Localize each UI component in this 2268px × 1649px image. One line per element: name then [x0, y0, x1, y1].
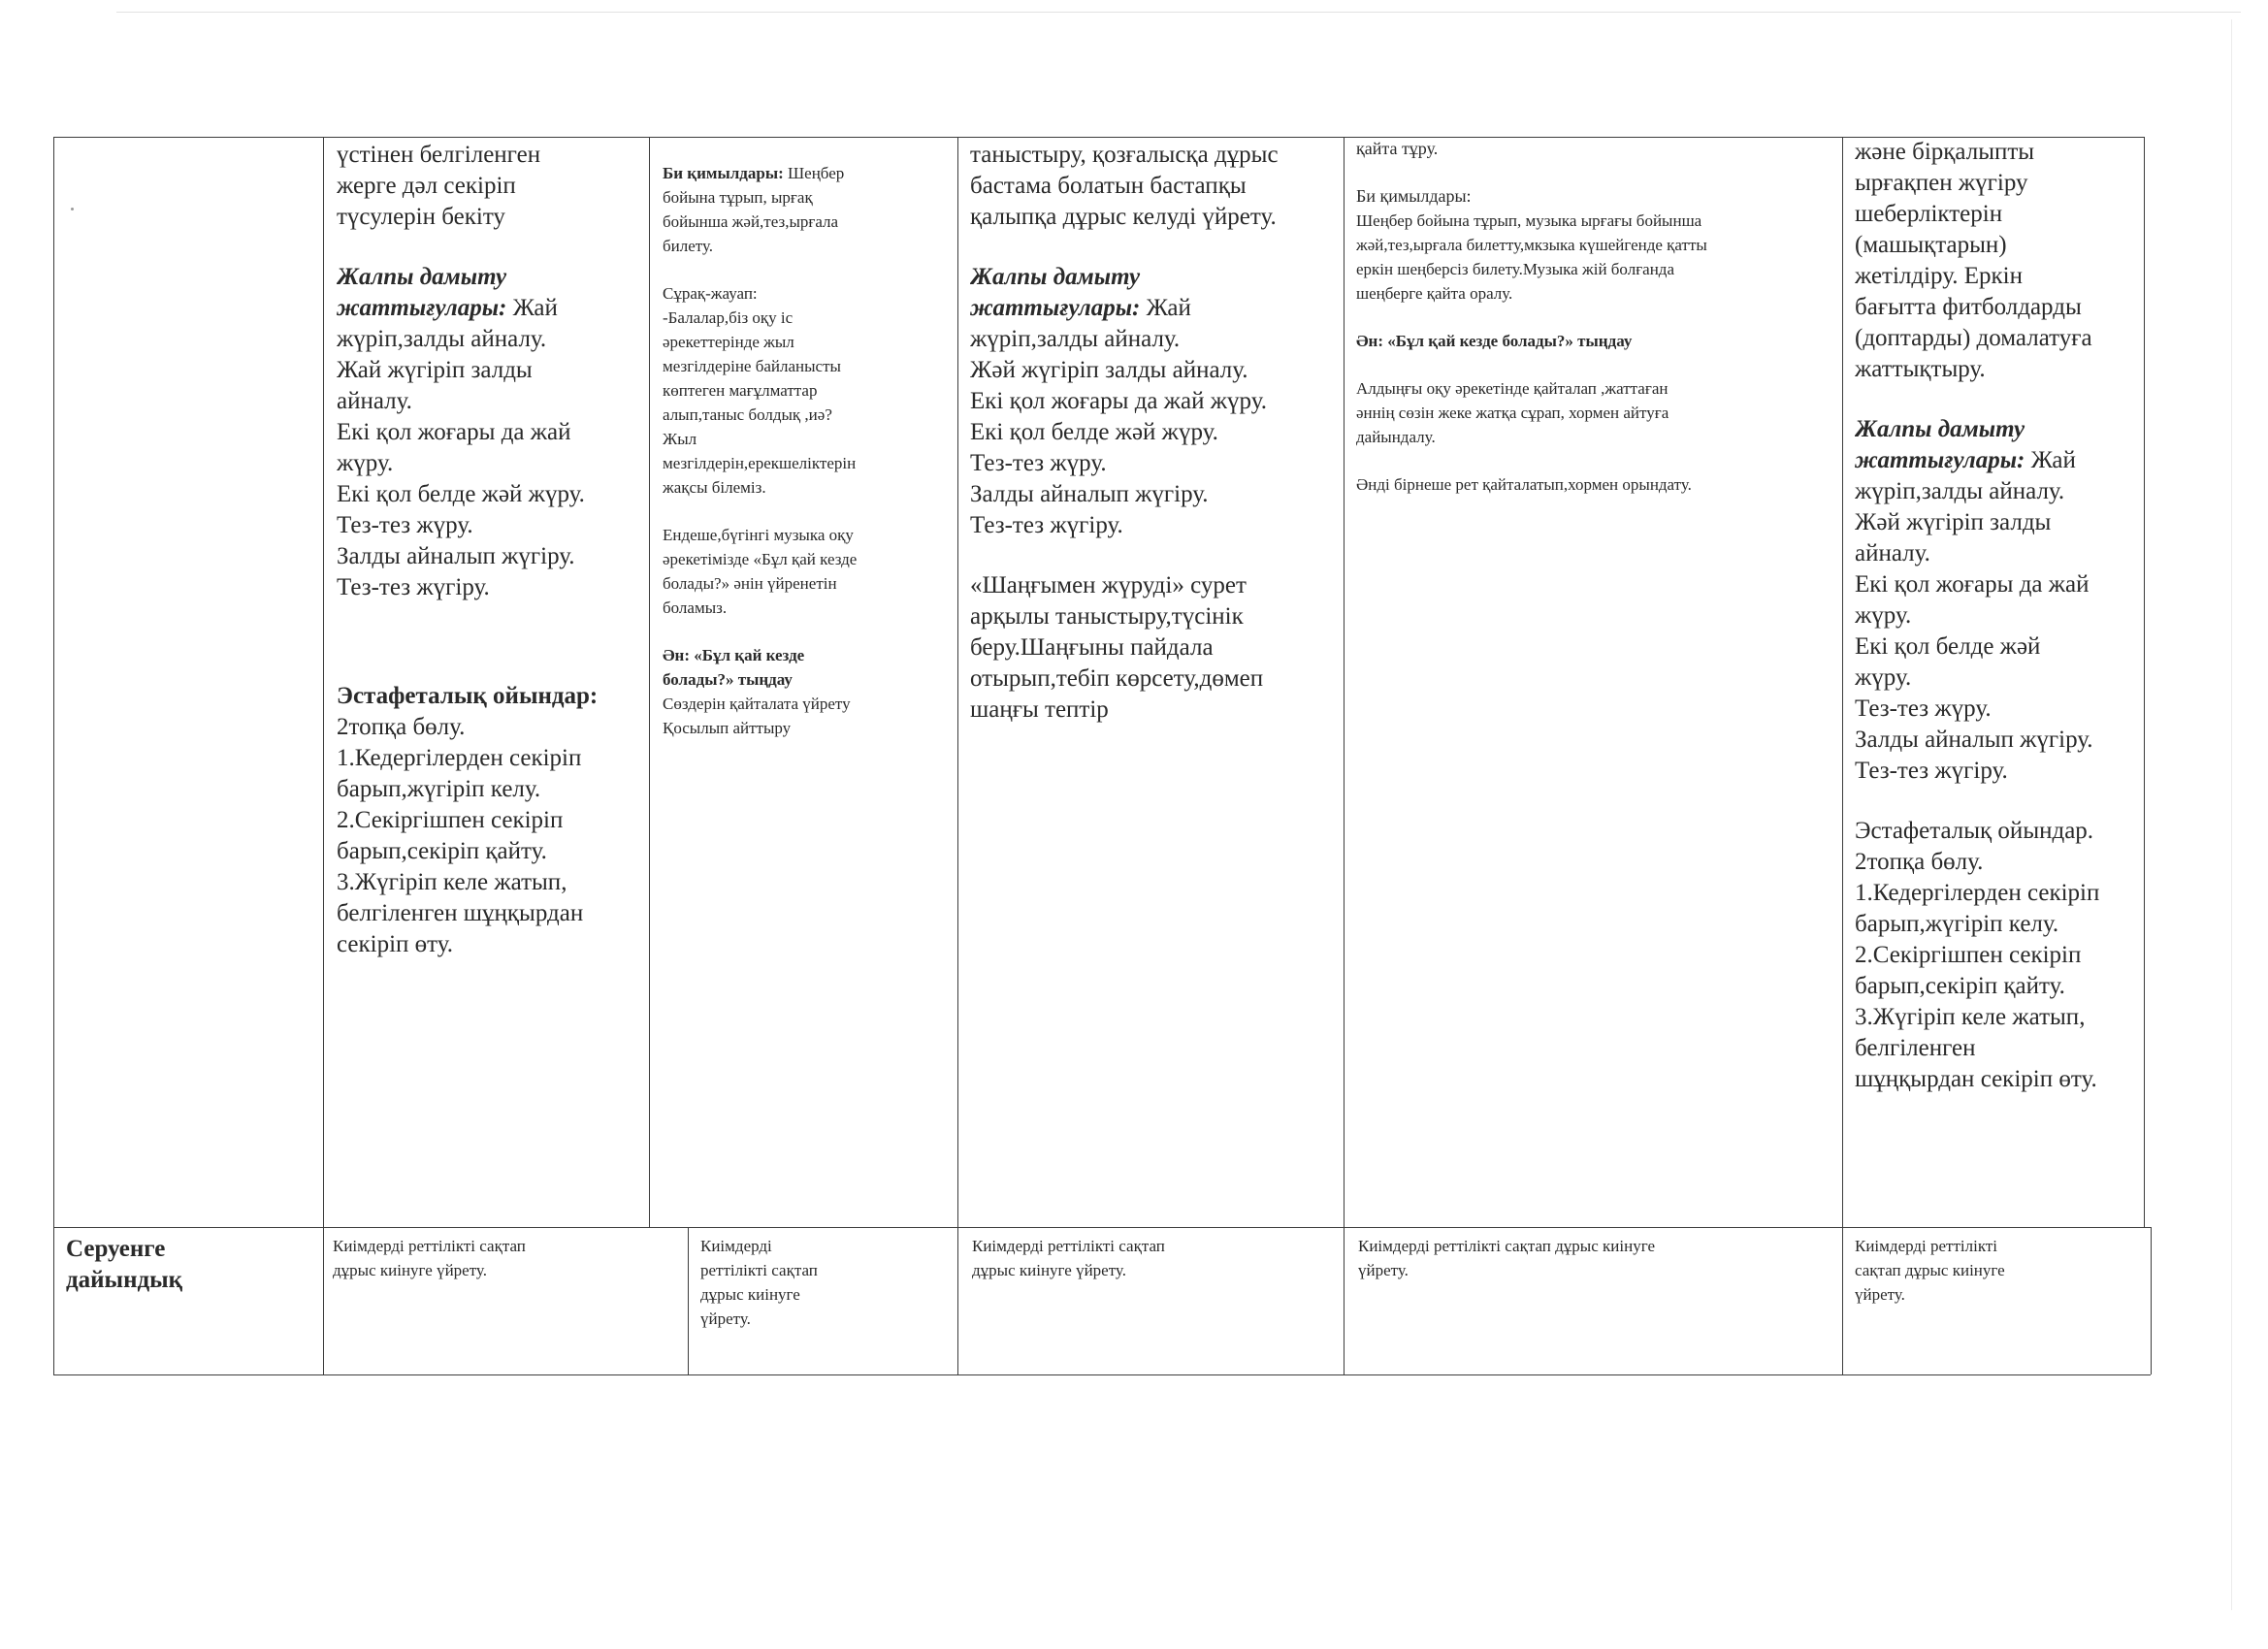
dance-title: Би қимылдары:	[1356, 186, 1472, 206]
table-border-bottom	[53, 1374, 2151, 1375]
today-text: Ендеше,бүгінгі музыка оқу әрекетімізде «Бұл қай кезде болады?» әнін үйренетін боламыз.	[663, 526, 858, 617]
cell-intro-text: және бірқалыпты ырғақпен жүгіру шеберліктерін (машықтарын) жетілдіру. Еркін бағытта фитболдарды (доптарды) домалатуға жаттықтыру.	[1855, 139, 2092, 382]
table-border-right	[2151, 1227, 2152, 1374]
cell-day-5-activity	[1855, 137, 2142, 1223]
exercises-title: Жалпы дамыту жаттығулары:	[1855, 416, 2025, 473]
relay-list: 2топқа бөлу. 1.Кедергілерден секіріп барып,жүгіріп келу. 2.Секіргішпен секіріп барып,секіріп қайту. 3.Жүгіріп келе жатып, белгіленген шұңқырдан секіріп өту.	[337, 714, 584, 957]
scan-speck	[71, 208, 74, 210]
column-divider	[1842, 137, 1843, 1374]
cell-intro-text: үстінен белгіленген жерге дәл секіріп түсулерін бекіту	[337, 142, 541, 230]
ski-text: «Шаңғымен жүруді» сурет арқылы таныстыру,түсінік беру.Шаңғыны пайдала отырып,тебіп көрсету,дөмеп шаңғы тептір	[970, 572, 1264, 723]
qa-text: Сұрақ-жауап: -Балалар,біз оқу іс әрекеттерінде жыл мезгілдеріне байланысты көптеген мағұлматтар алып,таныс болдық ,иә? Жыл мезгілдерін,ерекшеліктерін жақсы білеміз.	[663, 284, 857, 497]
scan-edge-right	[2231, 19, 2232, 1610]
cell-day-2-activity	[663, 161, 954, 1224]
exercises-list: жүріп,залды айналу. Жәй жүгіріп залды айналу. Екі қол жоғары да жай жүру. Екі қол белде жәй жүру. Тез-тез жүру. Залды айналып жүгіру. Тез-тез жүгіру.	[970, 326, 1267, 538]
repeat-text: Әнді бірнеше рет қайталатып,хормен орындату.	[1356, 475, 1692, 494]
cell-walk-prep-day-4: Киімдерді реттілікті сақтап дұрыс киінуге үйрету.	[1358, 1237, 1655, 1279]
column-divider	[649, 137, 650, 1227]
cell-day-1-activity	[337, 140, 645, 1224]
cell-walk-prep-day-5: Киімдерді реттілікті сақтап дұрыс киінуге үйрету.	[1855, 1237, 2005, 1304]
cell-walk-prep-day-1: Киімдерді реттілікті сақтап дұрыс киінуге үйрету.	[333, 1237, 526, 1279]
dance-text: Шеңбер бойына тұрып, музыка ырғағы бойынша жәй,тез,ырғала билетту,мкзыка күшейгенде қатты еркін шеңберсіз билету.Музыка жій болғанда шеңберге қайта оралу.	[1356, 211, 1707, 303]
cell-intro-text: таныстыру, қозғалысқа дұрыс бастама болатын бастапқы қалыпқа дұрыс келуді үйрету.	[970, 142, 1279, 230]
exercises-first-word: Жай	[1140, 295, 1191, 321]
song-title: Ән: «Бұл қай кезде болады?» тыңдау	[663, 646, 805, 689]
cell-day-3-activity	[970, 140, 1341, 1224]
cell-day-4-activity	[1356, 137, 1839, 1223]
exercises-title: Жалпы дамыту жаттығулары:	[337, 264, 507, 321]
cell-intro-text: қайта тұру.	[1356, 139, 1439, 158]
dance-title: Би қимылдары:	[663, 164, 784, 182]
cell-walk-prep-day-2: Киімдерді реттілікті сақтап дұрыс киінуге үйрету.	[700, 1237, 818, 1328]
exercises-list: жүріп,залды айналу. Жәй жүгіріп залды айналу. Екі қол жоғары да жай жүру. Екі қол белде жәй жүру. Тез-тез жүру. Залды айналып жүгіру. Тез-тез жүгіру.	[1855, 478, 2093, 784]
relay-text: Эстафеталық ойындар. 2топқа бөлу. 1.Кедергілерден секіріп барып,жүгіріп келу. 2.Секіргішпен секіріп барып,секіріп қайту. 3.Жүгіріп келе жатып, белгіленген шұңқырдан секіріп өту.	[1855, 818, 2100, 1092]
table-border-left	[53, 137, 54, 1374]
column-divider	[1344, 137, 1345, 1374]
exercises-paragraph	[970, 262, 1341, 324]
column-divider	[688, 1227, 689, 1374]
song-title: Ән: «Бұл қай кезде болады?» тыңдау	[1356, 332, 1633, 350]
dance-paragraph	[663, 161, 954, 258]
row-label-walk-prep: Серуенге дайындық	[66, 1236, 183, 1293]
scan-edge-top	[116, 12, 2241, 13]
dance-text: Шеңбер бойына тұрып, ырғақ бойынша жәй,тез,ырғала билету.	[663, 164, 845, 255]
column-divider	[323, 137, 324, 1374]
exercises-list: жүріп,залды айналу. Жай жүгіріп залды айналу. Екі қол жоғары да жай жүру. Екі қол белде жәй жүру. Тез-тез жүру. Залды айналып жүгіру. Тез-тез жүгіру.	[337, 326, 585, 600]
song-text: Сөздерін қайталата үйрету Қосылып айттыру	[663, 695, 851, 737]
table-border-right	[2144, 137, 2145, 1227]
exercises-title: Жалпы дамыту жаттығулары:	[970, 264, 1141, 321]
exercises-first-word: Жай	[506, 295, 558, 321]
exercises-paragraph	[337, 262, 645, 324]
row-divider	[53, 1227, 2151, 1228]
exercises-first-word: Жай	[2025, 447, 2076, 473]
relay-title: Эстафеталық ойындар:	[337, 683, 599, 709]
exercises-paragraph	[1855, 414, 2142, 476]
column-divider	[957, 137, 958, 1374]
previous-lesson-text: Алдыңғы оқу әрекетінде қайталап ,жаттаған әннің сөзін жеке жатқа сұрап, хормен айтуға дайындалу.	[1356, 379, 1669, 446]
cell-walk-prep-day-3: Киімдерді реттілікті сақтап дұрыс киінуге үйрету.	[972, 1237, 1165, 1279]
